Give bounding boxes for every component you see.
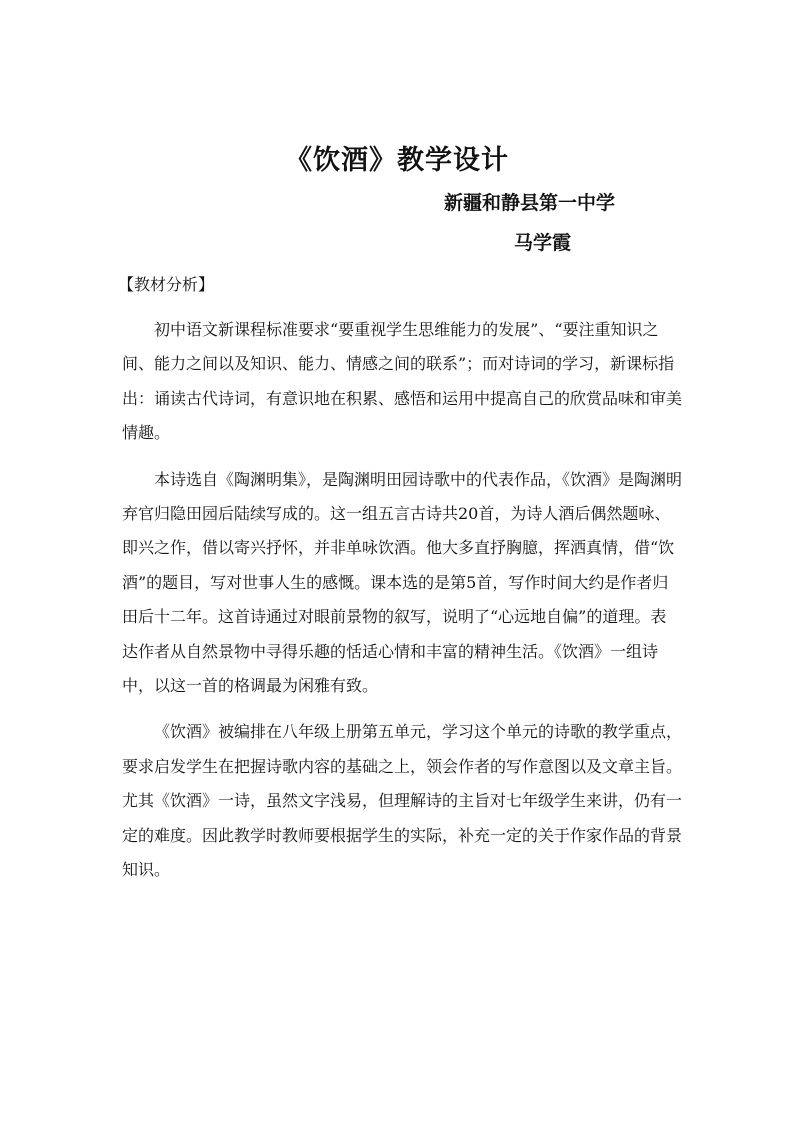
- paragraph: 《饮酒》被编排在八年级上册第五单元，学习这个单元的诗歌的教学重点，要求启发学生在把握诗歌内容的基础之上，领会作者的写作意图以及文章主旨。尤其《饮酒》一诗，虽然文字浅易，但理解诗的主旨对七年级学生来讲，仍有一定的难度。因此教学时教师要根据学生的实际，补充一定的关于作家作品的背景知识。: [122, 722, 683, 880]
- document-title: 《饮酒》教学设计: [285, 145, 509, 176]
- section-heading: 【教材分析】: [118, 275, 215, 294]
- author-name: 马学霞: [514, 232, 572, 254]
- paragraph: 本诗选自《陶渊明集》，是陶渊明田园诗歌中的代表作品，《饮酒》是陶渊明弃官归隐田园后陆续写成的。这一组五言古诗共20首，为诗人酒后偶然题咏、即兴之作，借以寄兴抒怀，并非单咏饮酒。他大多直抒胸臆，挥洒真情，借“饮酒”的题目，写对世事人生的感慨。课本选的是第5首，写作时间大约是作者归田后十二年。这首诗通过对眼前景物的叙写，说明了“心远地自偏”的道理。表达作者从自然景物中寻得乐趣的恬适心情和丰富的精神生活。《饮酒》一组诗中，以这一首的格调最为闲雅有致。: [122, 469, 683, 696]
- paragraph: 初中语文新课程标准要求“要重视学生思维能力的发展”、“要注重知识之间、能力之间以及知识、能力、情感之间的联系”；而对诗词的学习，新课标指出：诵读古代诗词，有意识地在积累、感悟和运用中提高自己的欣赏品味和审美情趣。: [122, 320, 683, 443]
- school-name: 新疆和静县第一中学: [444, 192, 616, 214]
- body-text: [122, 313, 682, 900]
